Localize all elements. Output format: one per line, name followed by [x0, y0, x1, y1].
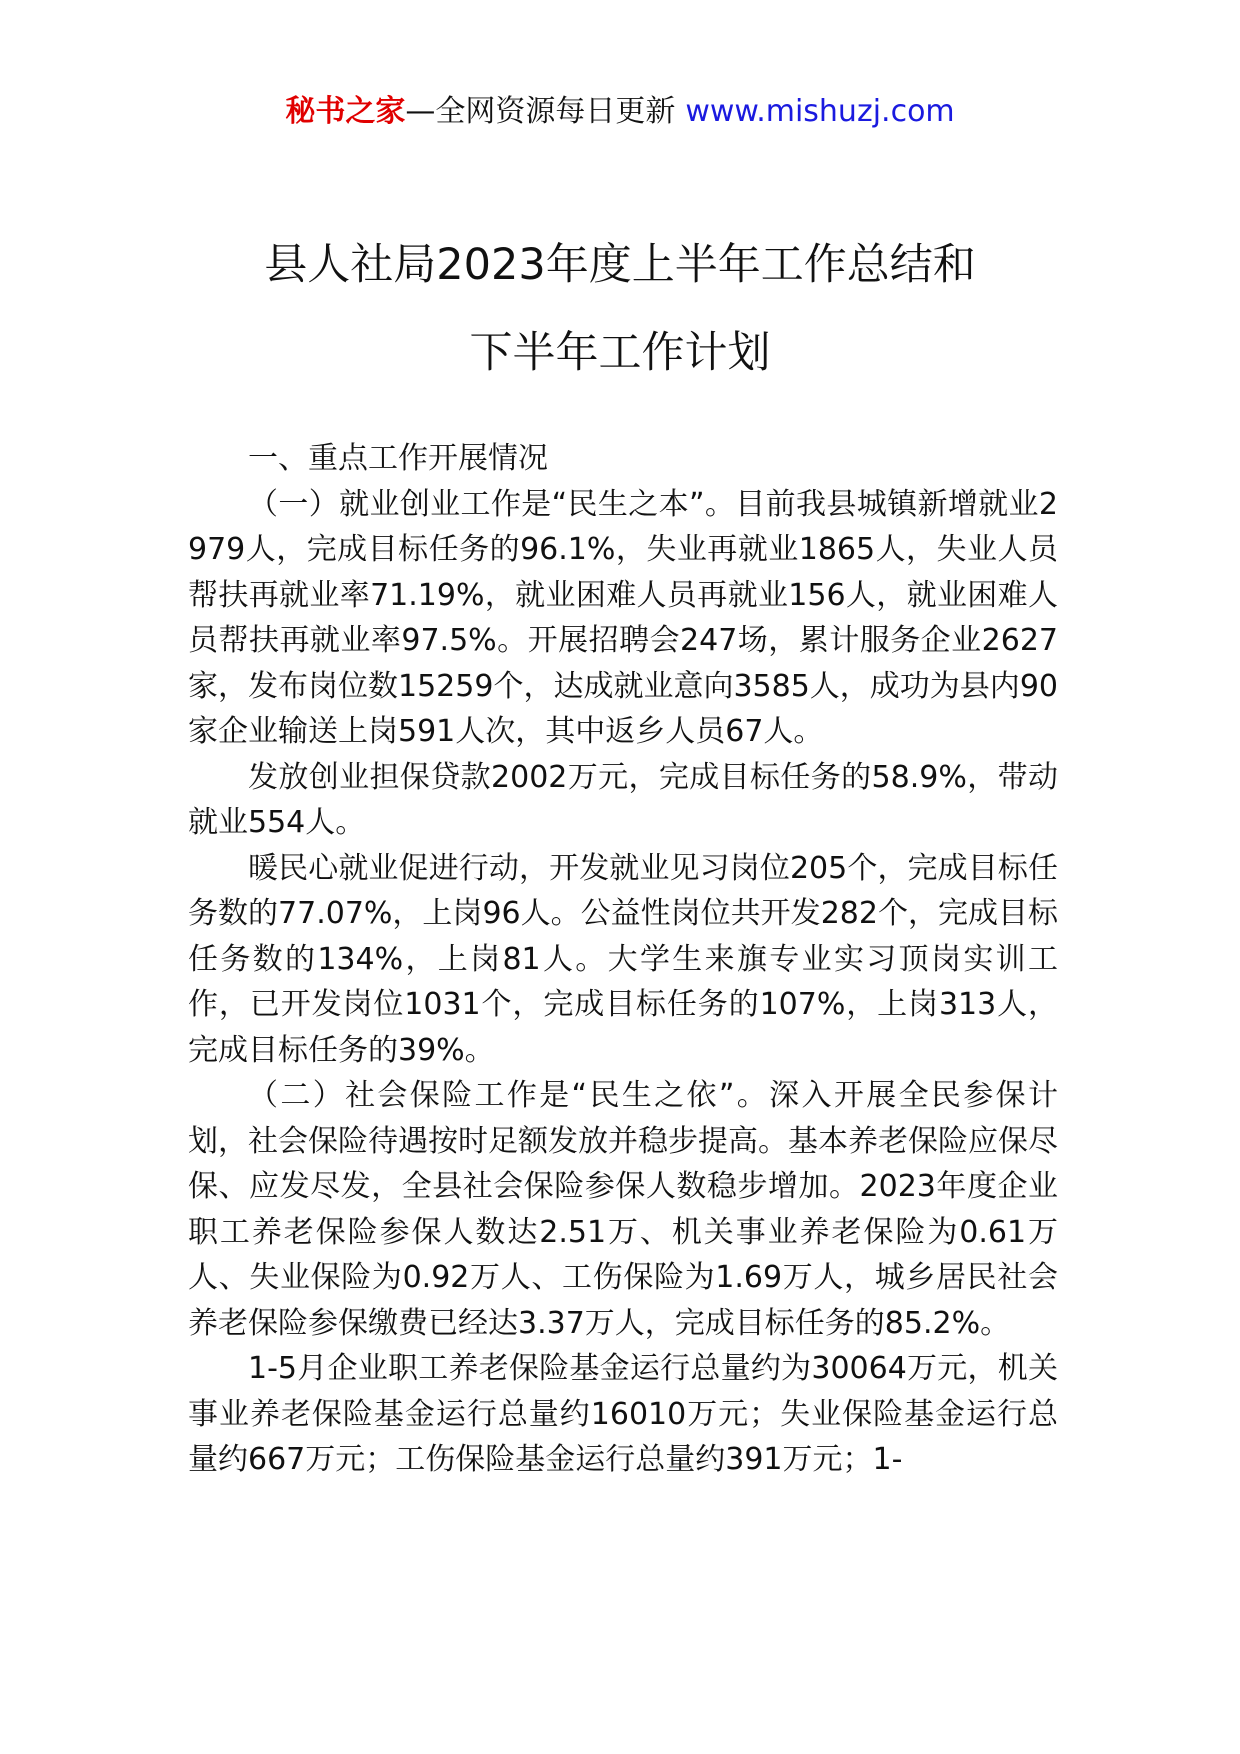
section-heading: 一、重点工作开展情况 [248, 441, 548, 476]
document-title-line-2: 下半年工作计划 [469, 328, 771, 378]
site-url-link[interactable]: www.mishuzj.com [685, 94, 955, 129]
paragraph: 暖民心就业促进行动，开发就业见习岗位205个，完成目标任务数的77.07%，上岗96人。公益性岗位共开发282个，完成目标任务数的134%，上岗81人。大学生来旗专业实习顶岗实训工作，已开发岗位1031个，完成目标任务的107%，上岗313人，完成目标任务的39%。 [188, 850, 1058, 1068]
brand-name: 秘书之家 [285, 94, 406, 129]
paragraph: 发放创业担保贷款2002万元，完成目标任务的58.9%，带动就业554人。 [188, 759, 1058, 840]
paragraph: （一）就业创业工作是“民生之本”。目前我县城镇新增就业2979人，完成目标任务的96.1%，失业再就业1865人，失业人员帮扶再就业率71.19%，就业困难人员再就业156人，就业困难人员帮扶再就业率97.5%。开展招聘会247场，累计服务企业2627家，发布岗位数15259个，达成就业意向3585人，成功为县内90家企业输送上岗591人次，其中返乡人员67人。 [188, 486, 1058, 749]
site-header [0, 92, 1240, 132]
paragraph: 1-5月企业职工养老保险基金运行总量约为30064万元，机关事业养老保险基金运行总量约16010万元；失业保险基金运行总量约667万元；工伤保险基金运行总量约391万元；1- [188, 1351, 1058, 1477]
document-title-line-1: 县人社局2023年度上半年工作总结和 [264, 240, 976, 290]
paragraph: （二）社会保险工作是“民生之依”。深入开展全民参保计划，社会保险待遇按时足额发放并稳步提高。基本养老保险应保尽保、应发尽发，全县社会保险参保人数稳步增加。2023年度企业职工养老保险参保人数达2.51万、机关事业养老保险为0.61万人、失业保险为0.92万人、工伤保险为1.69万人，城乡居民社会养老保险参保缴费已经达3.37万人，完成目标任务的85.2%。 [188, 1078, 1058, 1341]
header-tagline: —全网资源每日更新 [405, 94, 676, 129]
document-body [188, 436, 1058, 1483]
